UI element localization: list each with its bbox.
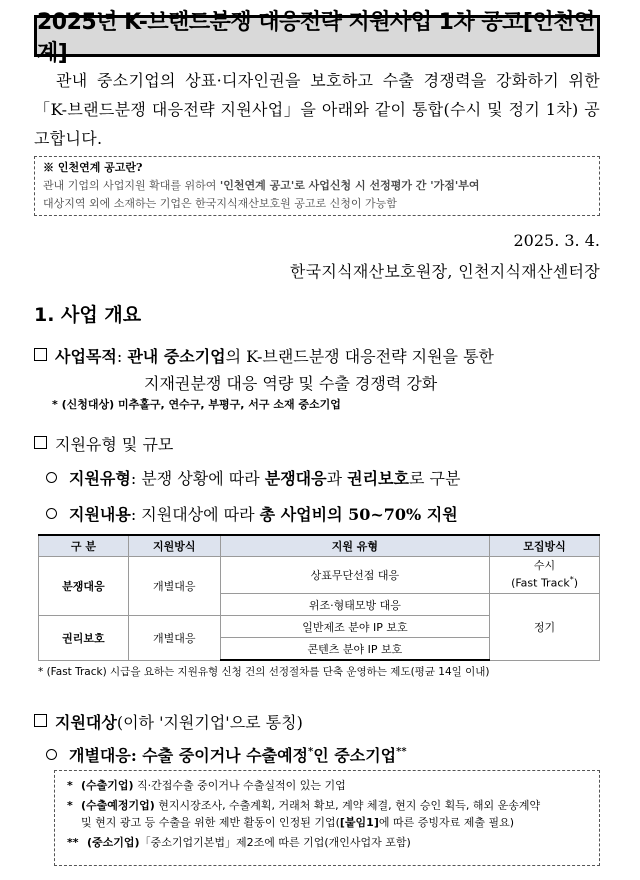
note-line-1 <box>43 177 591 195</box>
recruit-occasional: 수시 <box>533 559 556 573</box>
support-type-dispute: 분쟁대응 <box>264 469 327 488</box>
definitions-box <box>54 770 600 866</box>
def-term: (수출기업) <box>81 779 134 792</box>
table-footnote: * (Fast Track) 시급을 요하는 지원유형 신청 건의 선정절차를 단축 운영하는 제도(평균 14일 이내) <box>38 666 490 678</box>
support-type-heading-text: 지원유형 및 규모 <box>55 435 174 454</box>
definition-export-company <box>67 777 589 794</box>
table-cell-method: 개별대응 <box>128 616 220 661</box>
purpose-item <box>34 344 494 367</box>
definition-planned-export-cont <box>67 814 589 831</box>
table-cell-type: 콘텐츠 분야 IP 보호 <box>220 638 489 661</box>
title-banner <box>34 10 600 66</box>
def-text: 직·간접수출 중이거나 수출실적이 있는 기업 <box>133 779 346 792</box>
circle-bullet-icon <box>46 472 57 483</box>
purpose-bold: 관내 중소기업 <box>127 347 226 366</box>
def-mark: * <box>67 799 73 812</box>
table-row <box>39 557 600 594</box>
checkbox-square-icon <box>34 348 47 361</box>
intro-paragraph <box>34 66 600 153</box>
table-header-row <box>39 535 600 557</box>
purpose-colon: : <box>116 347 128 366</box>
individual-label: 개별대응 <box>69 746 131 765</box>
table-cell-type: 상표무단선점 대응 <box>220 557 489 594</box>
circle-bullet-icon <box>46 508 57 519</box>
purpose-label: 사업목적 <box>55 347 117 366</box>
checkbox-square-icon <box>34 436 47 449</box>
support-type-label: 지원유형 <box>69 469 131 488</box>
page-title: 2025년 K-브랜드분쟁 대응전략 지원사업 1차 공고[인천연계] <box>37 10 595 66</box>
def-text: 에 따른 증빙자료 제출 필요) <box>378 816 515 829</box>
definition-planned-export <box>67 797 589 814</box>
note-line-2: 대상지역 외에 소재하는 기업은 한국지식재산보호원 공고로 신청이 가능함 <box>43 197 397 210</box>
support-type-mid: 과 <box>326 469 348 488</box>
announcing-organizations: 한국지식재산보호원장, 인천지식재산센터장 <box>289 262 600 281</box>
individual-star: * <box>308 746 314 758</box>
attachment-ref: [붙임1] <box>339 816 379 829</box>
announcement-date: 2025. 3. 4. <box>513 231 600 250</box>
table-cell-category: 분쟁대응 <box>39 557 129 616</box>
target-heading <box>34 710 303 733</box>
table-cell-recruit <box>490 557 600 594</box>
note-heading: ※ 인천연계 공고란? <box>43 161 143 174</box>
table-cell-category: 권리보호 <box>39 616 129 661</box>
def-text: 「중소기업기본법」제2조에 따른 기업(개인사업자 포함) <box>139 836 411 849</box>
support-type-item <box>46 466 460 489</box>
support-content-item <box>46 502 458 525</box>
circle-bullet-icon <box>46 749 57 760</box>
def-term: (수출예정기업) <box>81 799 155 812</box>
intro-text: 관내 중소기업의 상표·디자인권을 보호하고 수출 경쟁력을 강화하기 위한 「K-브랜드분쟁 대응전략 지원사업」을 아래와 같이 통합(수시 및 정기 1차) 공고합니다. <box>34 71 600 148</box>
def-mark: ** <box>67 836 79 849</box>
table-cell-type: 위조·형태모방 대응 <box>220 594 489 616</box>
support-type-rights: 권리보호 <box>347 469 409 488</box>
target-heading-bold: 지원대상 <box>55 713 117 732</box>
support-content-pre: : 지원대상에 따라 <box>130 505 260 524</box>
eligibility-note: * (신청대상) 미추홀구, 연수구, 부평구, 서구 소재 중소기업 <box>52 398 341 411</box>
support-table <box>38 534 600 661</box>
def-text: 및 현지 광고 등 수출을 위한 제반 활동이 인정된 기업( <box>81 816 340 829</box>
def-term: (중소기업) <box>87 836 140 849</box>
note-line-1-bold: '인천연계 공고'로 사업신청 시 선정평가 간 '가점'부여 <box>219 179 480 192</box>
support-content-bold: 총 사업비의 50~70% 지원 <box>259 505 458 524</box>
individual-response-item <box>46 743 407 766</box>
section-heading: 1. 사업 개요 <box>34 304 142 326</box>
support-type-heading <box>34 432 173 455</box>
recruit-fast-track: (Fast Track <box>511 576 570 590</box>
table-header: 구 분 <box>39 535 129 557</box>
purpose-rest: 의 K-브랜드분쟁 대응전략 지원을 통한 <box>225 347 495 366</box>
individual-sme: 중소기업 <box>334 746 397 765</box>
definition-sme <box>67 834 589 851</box>
table-header: 모집방식 <box>490 535 600 557</box>
table-header: 지원방식 <box>128 535 220 557</box>
individual-mid: 인 <box>313 746 335 765</box>
individual-star2: ** <box>396 746 407 758</box>
support-type-pre: : 분쟁 상황에 따라 <box>130 469 265 488</box>
individual-pre: : 수출 중이거나 수출예정 <box>130 746 309 765</box>
table-cell-recruit: 정기 <box>490 594 600 661</box>
checkbox-square-icon <box>34 714 47 727</box>
purpose-line-2: 지재권분쟁 대응 역량 및 수출 경쟁력 강화 <box>144 374 438 393</box>
table-cell-type: 일반제조 분야 IP 보호 <box>220 616 489 638</box>
def-text: 현지시장조사, 수출계획, 거래처 확보, 계약 체결, 현지 승인 획득, 해외 운송계약 <box>154 799 541 812</box>
note-line-1-text: 관내 기업의 사업지원 확대를 위하여 <box>43 179 220 192</box>
table-header: 지원 유형 <box>220 535 489 557</box>
support-type-post: 로 구분 <box>408 469 461 488</box>
table-cell-method: 개별대응 <box>128 557 220 616</box>
target-heading-rest: (이하 '지원기업'으로 통칭) <box>116 713 303 732</box>
note-box <box>34 156 600 216</box>
support-content-label: 지원내용 <box>69 505 131 524</box>
recruit-star: * <box>569 575 574 585</box>
def-mark: * <box>67 779 73 792</box>
recruit-close: ) <box>573 576 579 590</box>
